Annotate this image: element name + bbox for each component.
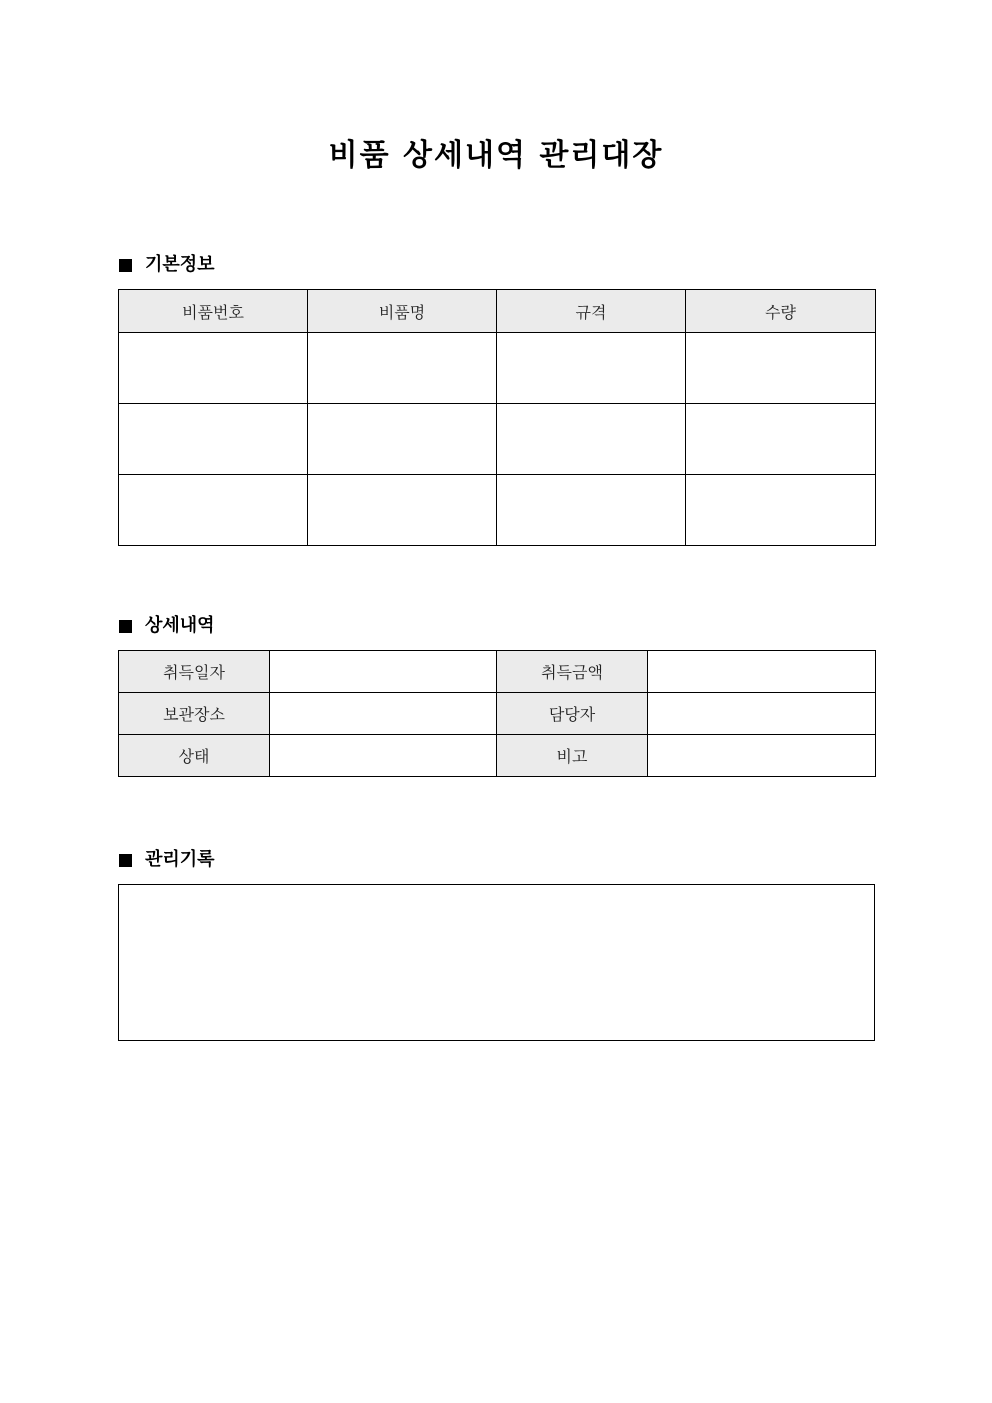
spec-cell[interactable] <box>497 404 686 475</box>
status-field[interactable] <box>270 735 497 777</box>
acquisition-amount-field[interactable] <box>648 651 876 693</box>
table-header-row <box>119 290 876 333</box>
basic-info-table <box>118 289 876 546</box>
item-number-cell[interactable] <box>119 475 308 546</box>
table-row <box>119 404 876 475</box>
table-row <box>119 693 876 735</box>
document-title: 비품 상세내역 관리대장 <box>328 138 664 173</box>
column-header-item-number: 비품번호 <box>119 290 308 333</box>
section-heading-records-label: 관리기록 <box>145 849 215 870</box>
column-header-quantity: 수량 <box>686 290 876 333</box>
black-square-icon <box>119 854 132 867</box>
section-heading-basic <box>119 252 215 278</box>
management-record-box[interactable] <box>118 884 875 1041</box>
column-header-spec: 규격 <box>497 290 686 333</box>
storage-location-label: 보관장소 <box>119 693 270 735</box>
section-heading-detail <box>119 613 215 639</box>
column-header-item-name: 비품명 <box>308 290 497 333</box>
storage-location-field[interactable] <box>270 693 497 735</box>
manager-field[interactable] <box>648 693 876 735</box>
acquisition-amount-label: 취득금액 <box>497 651 648 693</box>
item-name-cell[interactable] <box>308 475 497 546</box>
quantity-cell[interactable] <box>686 333 876 404</box>
remarks-label: 비고 <box>497 735 648 777</box>
black-square-icon <box>119 620 132 633</box>
table-row <box>119 475 876 546</box>
section-heading-detail-label: 상세내역 <box>145 615 215 636</box>
table-row <box>119 735 876 777</box>
spec-cell[interactable] <box>497 333 686 404</box>
remarks-field[interactable] <box>648 735 876 777</box>
acquisition-date-label: 취득일자 <box>119 651 270 693</box>
quantity-cell[interactable] <box>686 404 876 475</box>
detail-table <box>118 650 876 777</box>
item-name-cell[interactable] <box>308 404 497 475</box>
manager-label: 담당자 <box>497 693 648 735</box>
table-row <box>119 333 876 404</box>
spec-cell[interactable] <box>497 475 686 546</box>
section-heading-records <box>119 847 215 873</box>
table-row <box>119 651 876 693</box>
item-number-cell[interactable] <box>119 333 308 404</box>
section-heading-basic-label: 기본정보 <box>145 254 215 275</box>
acquisition-date-field[interactable] <box>270 651 497 693</box>
status-label: 상태 <box>119 735 270 777</box>
quantity-cell[interactable] <box>686 475 876 546</box>
item-number-cell[interactable] <box>119 404 308 475</box>
item-name-cell[interactable] <box>308 333 497 404</box>
black-square-icon <box>119 259 132 272</box>
